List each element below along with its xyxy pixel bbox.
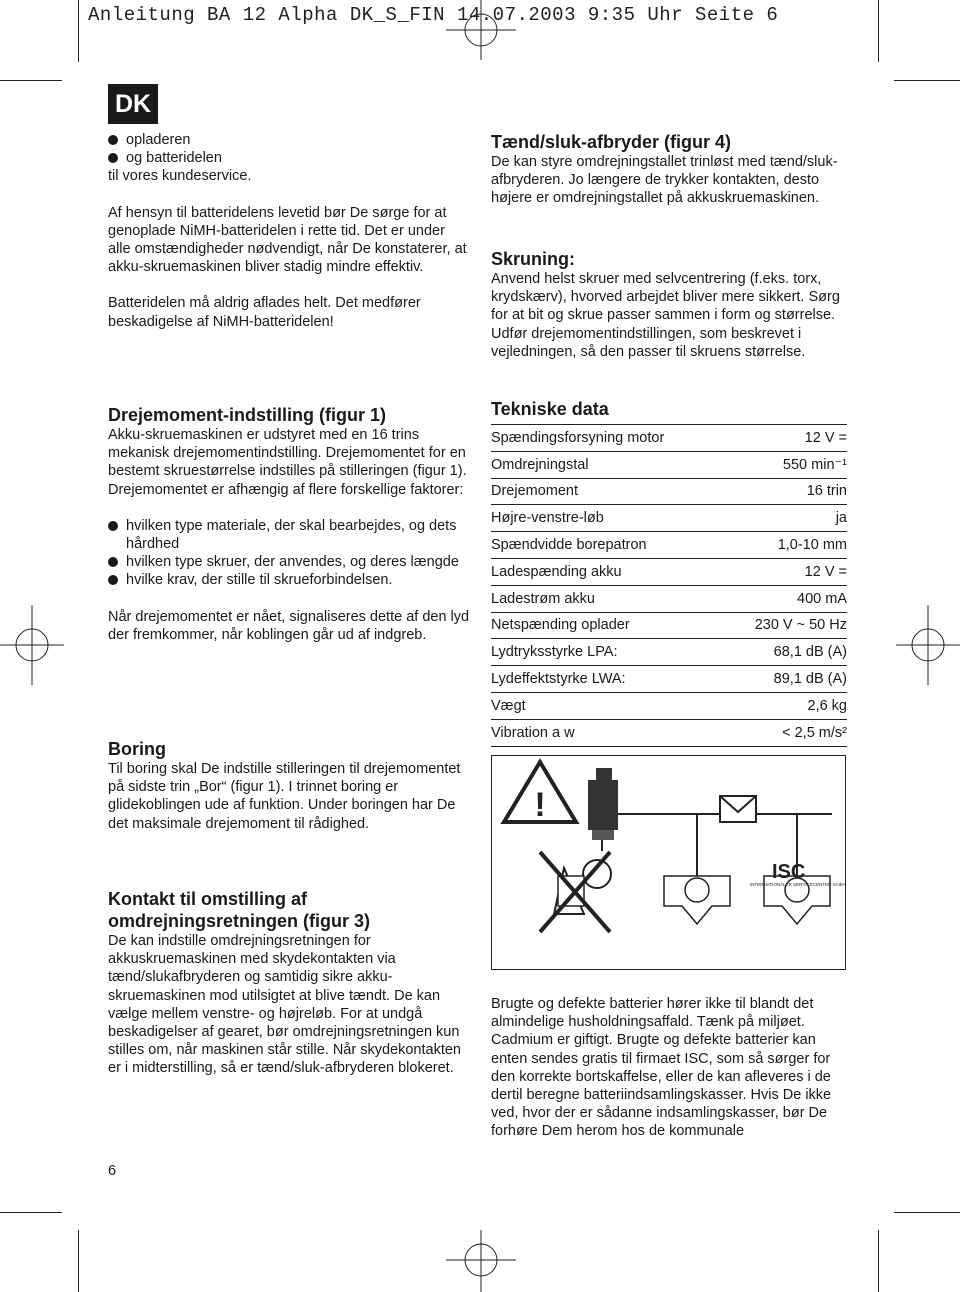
tech-data-row — [491, 451, 847, 478]
tech-data-value: 550 min⁻¹ — [723, 451, 847, 478]
registration-mark-top — [446, 0, 516, 62]
tech-data-value: 400 mA — [723, 585, 847, 612]
tech-data-row — [491, 478, 847, 505]
svg-text:ISC: ISC — [772, 861, 806, 883]
left-column — [108, 131, 468, 331]
svg-text:INTERNATIONALER SERVICECENTER: INTERNATIONALER SERVICECENTER GmbH — [750, 882, 845, 887]
drilling-section — [108, 738, 470, 833]
crop-mark — [0, 1212, 62, 1213]
direction-section — [108, 888, 470, 1078]
torque-section — [108, 404, 470, 644]
registration-mark-right — [896, 605, 960, 685]
svg-text:!: ! — [534, 786, 546, 824]
print-header: Anleitung BA 12 Alpha DK_S_FIN 14.07.2003 9:35 Uhr Seite 6 — [88, 4, 779, 26]
section-heading: Tænd/sluk-afbryder (figur 4) — [491, 132, 732, 152]
tech-data-row — [491, 639, 847, 666]
bullet-item: opladeren — [108, 131, 468, 149]
section-heading: Drejemoment-indstilling (figur 1) — [108, 405, 387, 425]
tech-data-value: 230 V ~ 50 Hz — [723, 612, 847, 639]
tech-data-table — [491, 424, 847, 747]
tech-data-label: Netspænding oplader — [491, 612, 723, 639]
page-number: 6 — [108, 1163, 117, 1179]
paragraph: Akku-skruemaskinen er udstyret med en 16 trins mekanisk drejemomentindstilling. Drejemomentet for en bestemt skruestørrelse indstilles på stilleringen (figur 1). Drejemomentet er afhængig af flere forskellige faktorer: — [108, 427, 467, 498]
tech-data-value: 12 V = — [723, 425, 847, 452]
registration-mark-left — [0, 605, 64, 685]
section-heading: Boring — [108, 739, 166, 759]
tech-data-label: Spændvidde borepatron — [491, 532, 723, 559]
disposal-pictograms — [491, 755, 846, 970]
battery-disposal-section — [491, 995, 853, 1141]
paragraph: Batteridelen må aldrig aflades helt. Det medfører beskadigelse af NiMH-batteridelen! — [108, 295, 421, 330]
battery-icon — [588, 768, 618, 840]
isc-logo — [750, 861, 845, 887]
paragraph: De kan indstille omdrejningsretningen for akkuskruemaskinen med skydekontakten via tænd/slukafbryderen og samtidig sikre akku-skruemaskinen mod utilsigtet at blive tændt. De kan vælge mellem venstre- og højreløb. For at undgå beskadigelser af gearet, bør omdrejningsretningen kun stilles om, når maskinen står stille. Når skydekontakten er i midterstilling, så er tænd/sluk-afbryderen blokeret. — [108, 933, 461, 1077]
crop-mark — [878, 1230, 879, 1292]
section-heading: Tekniske data — [491, 399, 609, 419]
crop-mark — [894, 80, 960, 81]
bullet-item: og batteridelen — [108, 149, 468, 167]
tech-data-row — [491, 558, 847, 585]
bullet-item: hvilke krav, der stille til skrueforbindelsen. — [108, 571, 470, 589]
tech-data-value: 89,1 dB (A) — [723, 666, 847, 693]
tech-data-label: Lydeffektstyrke LWA: — [491, 666, 723, 693]
section-heading: Kontakt til omstilling af omdrejningsretningen (figur 3) — [108, 889, 371, 931]
tech-data-label: Ladestrøm akku — [491, 585, 723, 612]
tech-data-row — [491, 719, 847, 746]
registration-mark-bottom — [446, 1230, 516, 1292]
tech-data-value: 2,6 kg — [723, 692, 847, 719]
recycle-arrow-icon — [664, 876, 730, 924]
warning-icon — [504, 762, 576, 824]
crop-mark — [0, 80, 62, 81]
tech-data-value: ja — [723, 505, 847, 532]
paragraph: til vores kundeservice. — [108, 168, 252, 185]
paragraph: Af hensyn til batteridelens levetid bør De sørge for at genoplade NiMH-batteridelen i rette tid. Det er under alle omstændigheder nødvendigt, når De konstaterer, at akku-skruemaskinen bliver stadig mindre effektiv. — [108, 204, 467, 276]
tech-data-value: 12 V = — [723, 558, 847, 585]
tech-data-row — [491, 666, 847, 693]
switch-section — [491, 131, 853, 208]
tech-data-value: 16 trin — [723, 478, 847, 505]
tech-data-row — [491, 505, 847, 532]
tech-data-label: Vægt — [491, 692, 723, 719]
tech-data-label: Ladespænding akku — [491, 558, 723, 585]
bullet-item: hvilken type materiale, der skal bearbejdes, og dets hårdhed — [108, 517, 470, 553]
tech-data-row — [491, 532, 847, 559]
screwing-section — [491, 248, 853, 361]
tech-data-row — [491, 425, 847, 452]
tech-data-section — [491, 398, 847, 747]
tech-data-value: 68,1 dB (A) — [723, 639, 847, 666]
paragraph: Anvend helst skruer med selvcentrering (f.eks. torx, krydskærv), hvorved arbejdet bliver mere sikkert. Sørg for at bit og skrue passer sammen i form og størrelse. Udfør drejemomentindstillingen, som beskrevet i vejledningen, så den passer til skruens størrelse. — [491, 271, 840, 360]
mail-envelope-icon — [720, 796, 756, 822]
paragraph: Brugte og defekte batterier hører ikke til blandt det almindelige husholdningsaffald. Tænk på miljøet. Cadmium er giftigt. Brugte og defekte batterier kan enten sendes gratis til firmaet ISC, som så sørger for den korrekte bortskaffelse, eller de kan afleveres i de dertil beregne batteriindsamlingskasser. Hvis De ikke ved, hvor der er sådanne indsamlingskasser, bør De forhøre Dem herom hos de kommunale — [491, 996, 832, 1140]
tech-data-value: < 2,5 m/s² — [723, 719, 847, 746]
language-badge: DK — [108, 84, 158, 124]
tech-data-row — [491, 585, 847, 612]
tech-data-row — [491, 612, 847, 639]
bullet-item: hvilken type skruer, der anvendes, og deres længde — [108, 553, 470, 571]
tech-data-label: Vibration a w — [491, 719, 723, 746]
tech-data-value: 1,0-10 mm — [723, 532, 847, 559]
paragraph: Når drejemomentet er nået, signaliseres dette af den lyd der fremkommer, når koblingen går ud af indgreb. — [108, 608, 470, 643]
tech-data-label: Højre-venstre-løb — [491, 505, 723, 532]
paragraph: De kan styre omdrejningstallet trinløst med tænd/sluk-afbryderen. Jo længere de trykker kontakten, desto højere er omdrejningstallet på akkuskruemaskinen. — [491, 154, 838, 207]
tech-data-label: Spændingsforsyning motor — [491, 425, 723, 452]
tech-data-label: Omdrejningstal — [491, 451, 723, 478]
no-household-waste-icon — [540, 852, 611, 932]
tech-data-row — [491, 692, 847, 719]
crop-mark — [78, 1230, 79, 1292]
disposal-illustration — [492, 756, 845, 969]
crop-mark — [878, 0, 879, 62]
tech-data-label: Lydtryksstyrke LPA: — [491, 639, 723, 666]
paragraph: Til boring skal De indstille stilleringen til drejemomentet på sidste trin „Bor“ (figur 1). I trinnet boring er glidekoblingen ude af funktion. Under boringen har De det maksimale drejemoment til rådighed. — [108, 761, 461, 832]
section-heading: Skruning: — [491, 249, 575, 269]
crop-mark — [894, 1212, 960, 1213]
tech-data-label: Drejemoment — [491, 478, 723, 505]
crop-mark — [78, 0, 79, 62]
